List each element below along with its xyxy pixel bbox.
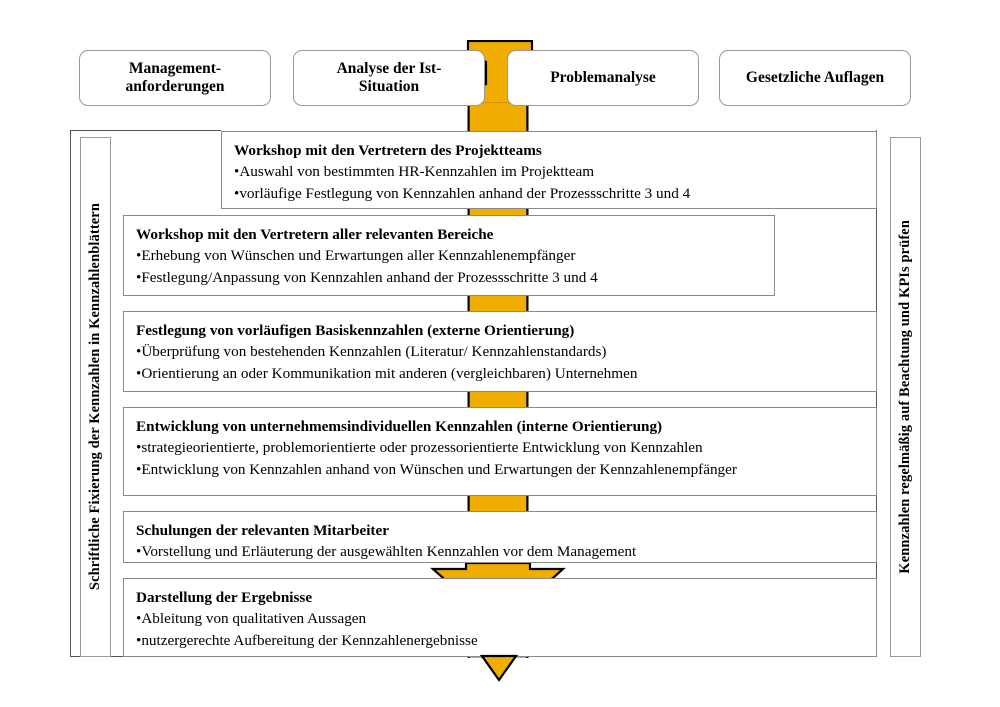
step-bullet: •Überprüfung von bestehenden Kennzahlen (Literatur/ Kennzahlenstandards)	[136, 343, 607, 361]
step-title: Entwicklung von unternehmemsindividuellen Kennzahlen (interne Orientierung)	[136, 418, 663, 435]
step-box-1[interactable]	[221, 131, 877, 209]
side-label-right	[890, 137, 921, 657]
input-box-legal-requirements[interactable]	[719, 50, 911, 106]
input-box-as-is-analysis[interactable]	[293, 50, 485, 106]
side-label-left-text: Schriftliche Fixierung der Kennzahlen in Kennzahlenblättern	[87, 203, 103, 591]
step-bullet: •Entwicklung von Kennzahlen anhand von Wünschen und Erwartungen der Kennzahlenempfänger	[136, 461, 737, 479]
input-label-line1: Management-	[128, 59, 222, 77]
side-label-left	[80, 137, 111, 657]
step-bullet: •vorläufige Festlegung von Kennzahlen anhand der Prozessschritte 3 und 4	[234, 185, 691, 203]
step-title: Workshop mit den Vertretern des Projektteams	[234, 142, 542, 159]
input-box-label: Problemanalyse	[550, 68, 656, 86]
step-bullet: •Erhebung von Wünschen und Erwartungen aller Kennzahlenempfänger	[136, 247, 576, 265]
input-box-label	[337, 60, 442, 97]
step-box-4[interactable]	[123, 407, 877, 496]
step-bullet: •nutzergerechte Aufbereitung der Kennzahlenergebnisse	[136, 632, 478, 650]
input-box-label: Gesetzliche Auflagen	[745, 68, 885, 86]
step-bullet: •Vorstellung und Erläuterung der ausgewählten Kennzahlen vor dem Management	[136, 543, 637, 561]
step-bullet: •Orientierung an oder Kommunikation mit anderen (vergleichbaren) Unternehmen	[136, 365, 638, 383]
step-title: Festlegung von vorläufigen Basiskennzahlen (externe Orientierung)	[136, 322, 575, 339]
step-bullet: •strategieorientierte, problemorientierte oder prozessorientierte Entwicklung von Kennzahlen	[136, 439, 703, 457]
flow-arrow-head-bottom	[480, 654, 518, 682]
side-label-right-text: Kennzahlen regelmäßig auf Beachtung und KPIs prüfen	[897, 220, 913, 574]
step-bullet: •Festlegung/Anpassung von Kennzahlen anhand der Prozessschritte 3 und 4	[136, 269, 598, 287]
input-box-management-requirements[interactable]	[79, 50, 271, 106]
input-label-line2: Situation	[358, 78, 420, 95]
input-label-line2: anforderungen	[125, 78, 225, 95]
input-box-problem-analysis[interactable]	[507, 50, 699, 106]
step-box-3[interactable]	[123, 311, 877, 392]
step-title: Darstellung der Ergebnisse	[136, 589, 313, 606]
step-box-2[interactable]	[123, 215, 775, 296]
input-box-label	[125, 60, 224, 97]
step-bullet: •Auswahl von bestimmten HR-Kennzahlen im Projektteam	[234, 163, 595, 181]
step-title: Schulungen der relevanten Mitarbeiter	[136, 522, 389, 539]
step-box-5[interactable]	[123, 511, 877, 563]
step-bullet: •Ableitung von qualitativen Aussagen	[136, 610, 367, 628]
step-title: Workshop mit den Vertretern aller relevanten Bereiche	[136, 226, 494, 243]
input-label-line1: Analyse der Ist-	[336, 59, 442, 77]
step-box-6[interactable]	[123, 578, 877, 657]
